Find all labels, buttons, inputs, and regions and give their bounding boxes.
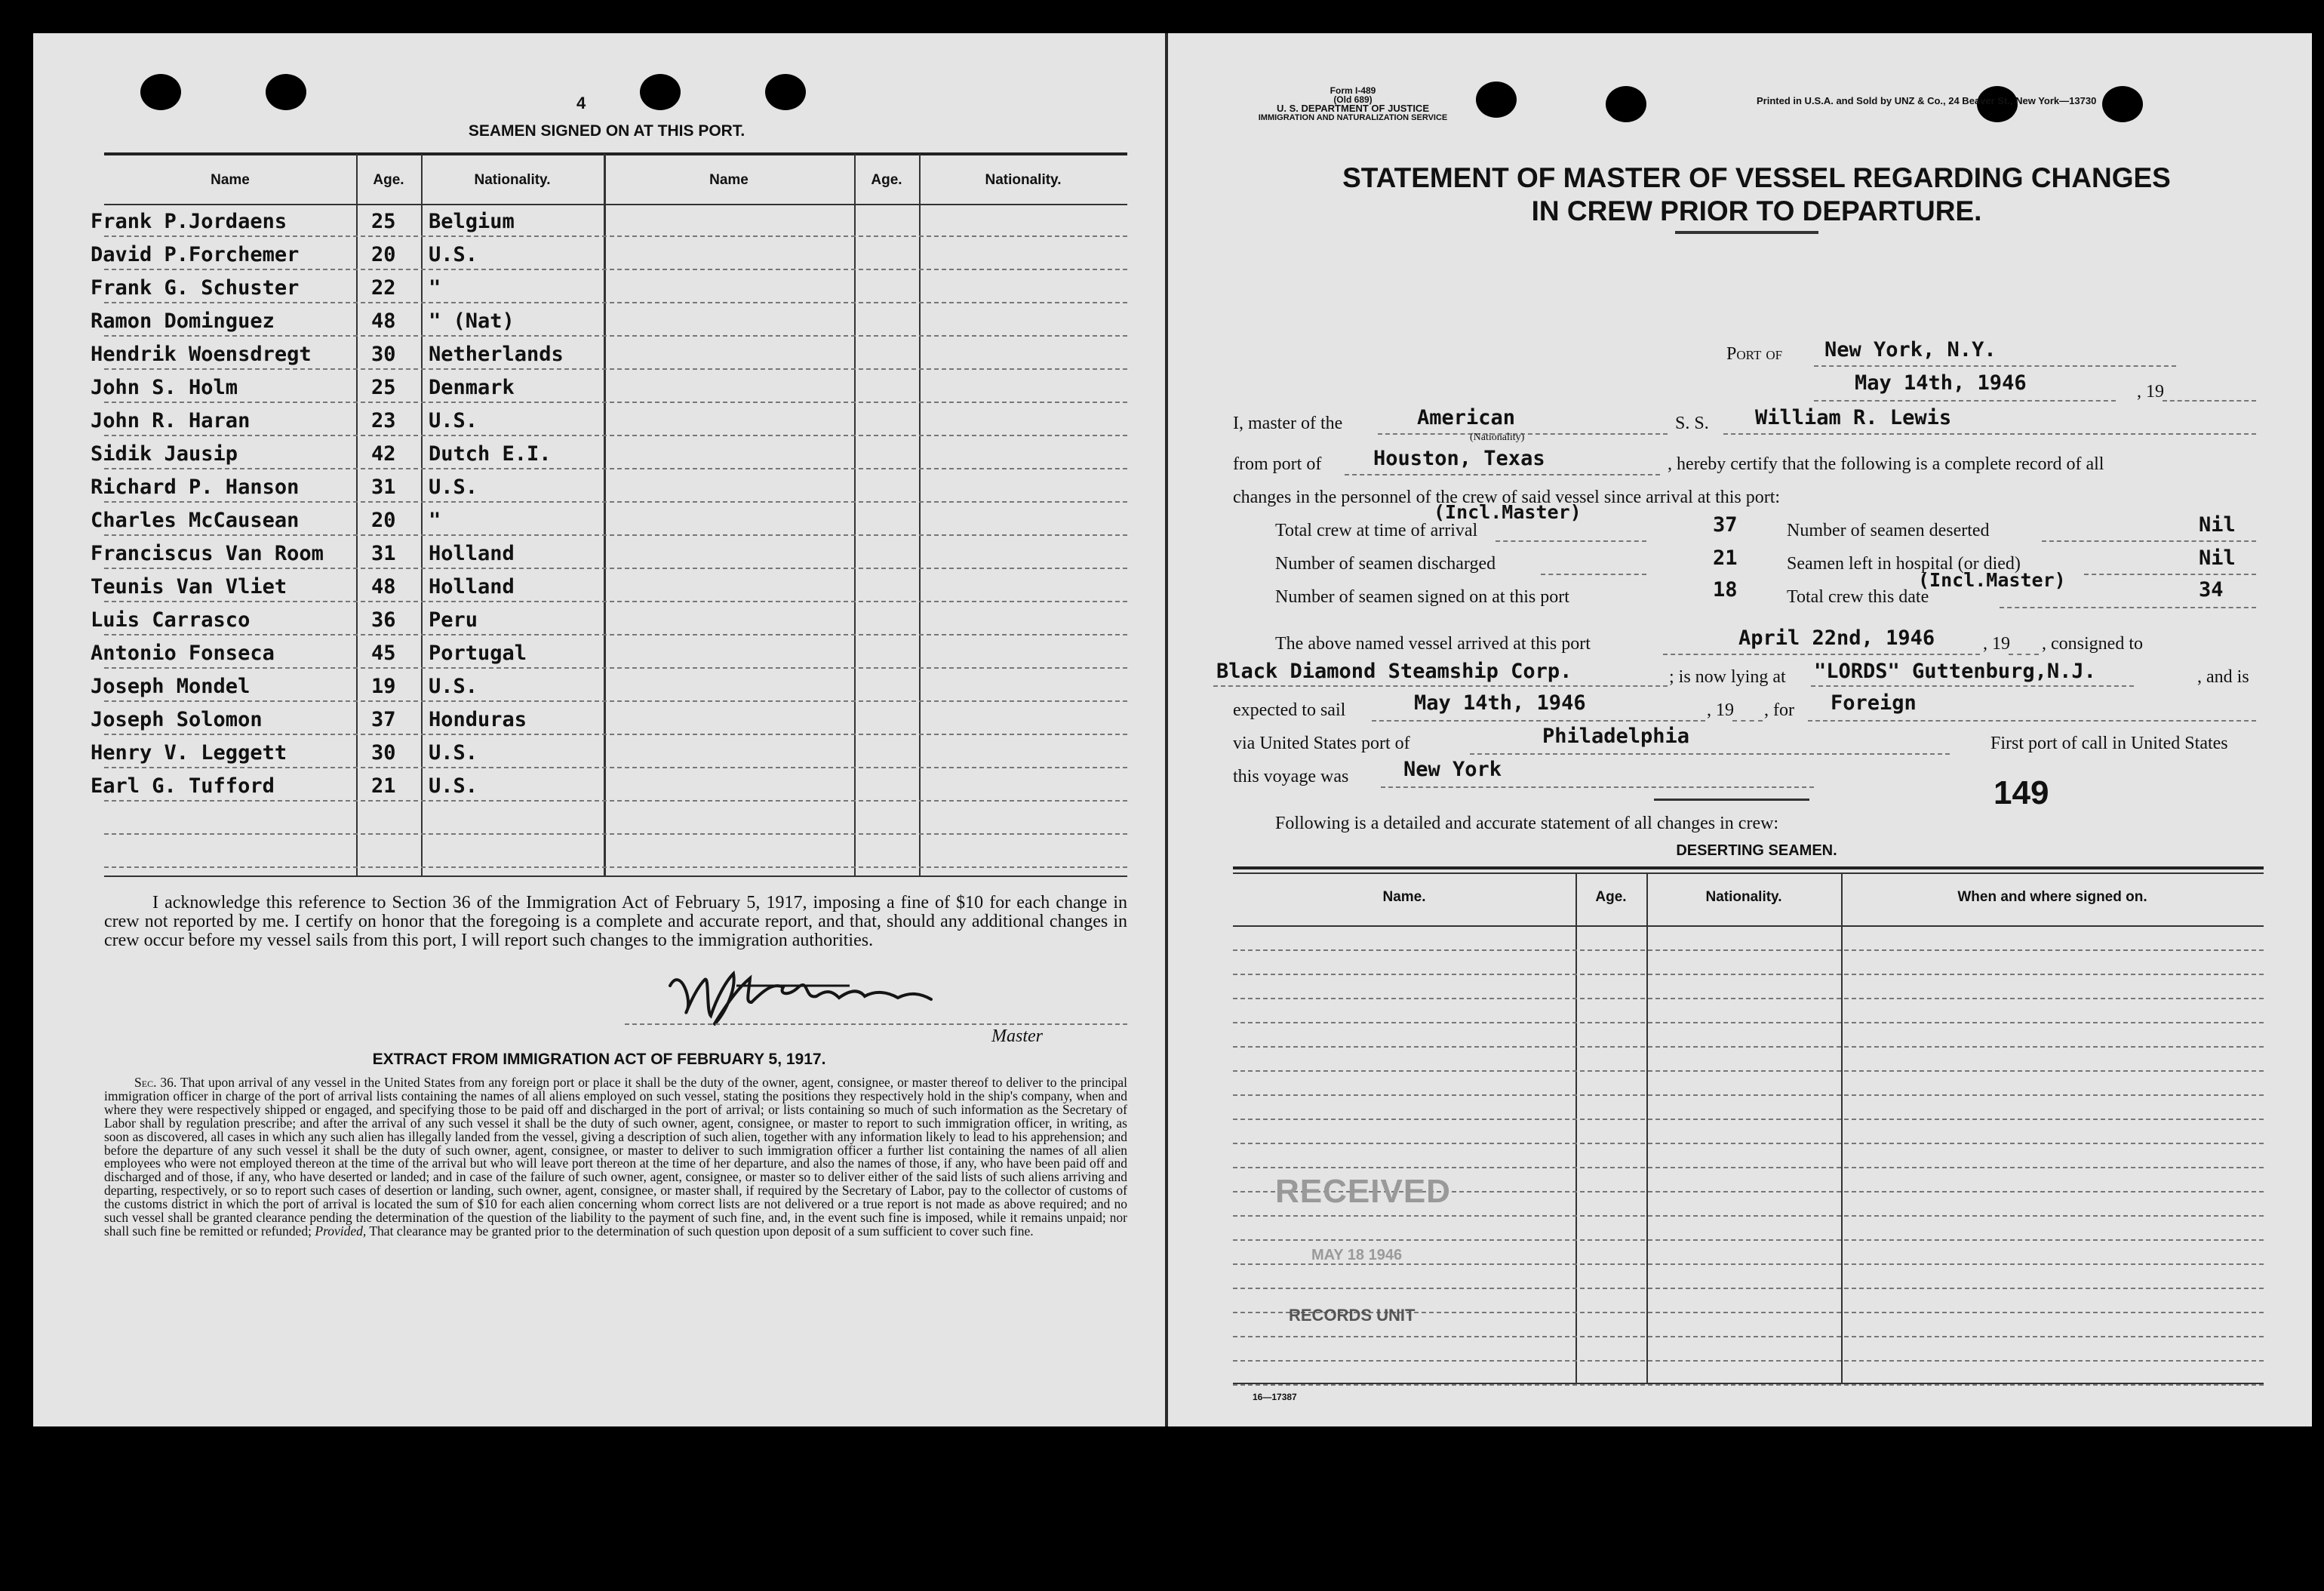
seaman-nationality: Belgium — [429, 210, 515, 233]
changes-text: changes in the personnel of the crew of said vessel since arrival at this port: — [1233, 488, 1781, 507]
left-page — [33, 33, 1165, 1426]
col-desert-age: Age. — [1595, 889, 1627, 905]
deserted-value: Nil — [2199, 513, 2236, 537]
seaman-name: Earl G. Tufford — [91, 774, 275, 798]
seaman-nationality: Portugal — [429, 642, 527, 665]
seaman-nationality: Honduras — [429, 708, 527, 731]
row-rule — [104, 734, 1127, 735]
received-stamp: RECEIVED — [1275, 1173, 1451, 1210]
total-date-label: Total crew this date — [1787, 587, 1929, 607]
first-port-label: First port of call in United States — [1990, 734, 2228, 753]
total-date-value: 34 — [2199, 578, 2224, 602]
seaman-nationality: " — [429, 276, 441, 300]
row-rule — [104, 235, 1127, 237]
seaman-age: 21 — [371, 774, 396, 798]
port-label: Port of — [1726, 344, 1783, 364]
seaman-name: Franciscus Van Room — [91, 542, 324, 565]
table-row — [1233, 1070, 2264, 1072]
from-port-value: Houston, Texas — [1373, 447, 1545, 470]
seaman-name: David P.Forchemer — [91, 243, 300, 266]
row-rule — [104, 767, 1127, 768]
row-rule — [104, 667, 1127, 669]
seaman-nationality: Holland — [429, 575, 515, 599]
row-rule — [104, 634, 1127, 635]
punch-hole — [1476, 82, 1517, 118]
hospital-value: Nil — [2199, 546, 2236, 570]
right-page — [1168, 33, 2312, 1426]
seaman-name: Frank G. Schuster — [91, 276, 300, 300]
table-row — [1233, 1119, 2264, 1120]
for-value: Foreign — [1831, 691, 1917, 715]
consigned-label: , consigned to — [2042, 634, 2143, 654]
voyage-label: this voyage was — [1233, 767, 1349, 786]
col-desert-nationality: Nationality. — [1705, 889, 1782, 905]
seaman-name: Joseph Solomon — [91, 708, 263, 731]
handwritten-number: 149 — [1994, 774, 2049, 811]
row-rule — [104, 435, 1127, 436]
table-row — [1233, 1288, 2264, 1289]
following-text: Following is a detailed and accurate statement of all changes in crew: — [1275, 814, 1779, 833]
row-rule — [104, 800, 1127, 802]
via-value: Philadelphia — [1542, 725, 1690, 748]
seaman-age: 31 — [371, 475, 396, 499]
arrived-year: , 19 — [1983, 634, 2010, 654]
seaman-nationality: U.S. — [429, 475, 478, 499]
seaman-nationality: Netherlands — [429, 343, 564, 366]
signed-on-value: 18 — [1713, 578, 1738, 602]
seaman-nationality: Denmark — [429, 376, 515, 399]
table-row — [1233, 1239, 2264, 1241]
seaman-age: 48 — [371, 575, 396, 599]
discharged-label: Number of seamen discharged — [1275, 554, 1496, 574]
extract-title: EXTRACT FROM IMMIGRATION ACT OF FEBRUARY 5, 1917. — [372, 1051, 826, 1068]
row-rule — [104, 534, 1127, 536]
col-name-2: Name — [709, 172, 749, 188]
certify-text: , hereby certify that the following is a complete record of all — [1668, 454, 2104, 474]
sail-date: May 14th, 1946 — [1414, 691, 1586, 715]
seaman-name: Ramon Dominguez — [91, 309, 275, 333]
col-nationality-2: Nationality. — [985, 172, 1062, 188]
punch-hole — [2102, 86, 2143, 122]
seaman-nationality: U.S. — [429, 675, 478, 698]
seaman-nationality: U.S. — [429, 741, 478, 765]
table-row — [1233, 949, 2264, 951]
row-rule — [104, 501, 1127, 503]
seaman-age: 48 — [371, 309, 396, 333]
total-arrival-value: 37 — [1713, 513, 1738, 537]
seaman-nationality: U.S. — [429, 243, 478, 266]
total-arrival-note: (Incl.Master) — [1434, 501, 1582, 523]
date-value: May 14th, 1946 — [1855, 371, 2027, 395]
row-rule — [104, 402, 1127, 403]
row-rule — [104, 601, 1127, 602]
seaman-name: Hendrik Woensdregt — [91, 343, 312, 366]
lying-label: ; is now lying at — [1669, 667, 1786, 687]
and-is-label: , and is — [2197, 667, 2249, 687]
row-rule — [104, 468, 1127, 469]
seaman-age: 37 — [371, 708, 396, 731]
seaman-age: 23 — [371, 409, 396, 432]
nationality-hint: (Nationality) — [1470, 432, 1525, 443]
col-age-2: Age. — [871, 172, 902, 188]
seaman-name: Sidik Jausip — [91, 442, 238, 466]
table-row — [1233, 1384, 2264, 1386]
nationality-value: American — [1417, 406, 1516, 429]
table-row — [1233, 1167, 2264, 1168]
seaman-age: 20 — [371, 243, 396, 266]
seaman-nationality: U.S. — [429, 774, 478, 798]
seaman-nationality: Peru — [429, 608, 478, 632]
section-title: SEAMEN SIGNED ON AT THIS PORT. — [468, 122, 745, 140]
seaman-name: Joseph Mondel — [91, 675, 251, 698]
row-rule — [104, 568, 1127, 569]
from-port-label: from port of — [1233, 454, 1322, 474]
seaman-age: 22 — [371, 276, 396, 300]
punch-hole — [266, 74, 306, 110]
seaman-age: 25 — [371, 210, 396, 233]
vessel-name: William R. Lewis — [1755, 406, 1952, 429]
table-row — [1233, 974, 2264, 975]
seaman-age: 25 — [371, 376, 396, 399]
footer-code: 16—17387 — [1253, 1392, 1297, 1402]
row-rule — [104, 335, 1127, 337]
row-rule — [104, 866, 1127, 868]
seaman-age: 30 — [371, 343, 396, 366]
seaman-age: 31 — [371, 542, 396, 565]
voyage-value: New York — [1403, 758, 1502, 781]
deserting-title: DESERTING SEAMEN. — [1676, 842, 1837, 859]
col-desert-signed-on: When and where signed on. — [1957, 889, 2147, 905]
master-signature — [661, 956, 978, 1031]
row-rule — [104, 302, 1127, 303]
seaman-age: 20 — [371, 509, 396, 532]
stamp-date: MAY 18 1946 — [1311, 1247, 1403, 1263]
table-row — [1233, 998, 2264, 999]
seaman-age: 36 — [371, 608, 396, 632]
master-label: Master — [991, 1026, 1043, 1046]
table-row — [1233, 1046, 2264, 1048]
via-label: via United States port of — [1233, 734, 1410, 753]
expected-label: expected to sail — [1233, 700, 1346, 720]
form-title: STATEMENT OF MASTER OF VESSEL REGARDING CHANGES IN CREW PRIOR TO DEPARTURE. — [1342, 162, 2171, 226]
seaman-age: 19 — [371, 675, 396, 698]
col-nationality: Nationality. — [474, 172, 551, 188]
seaman-name: Richard P. Hanson — [91, 475, 300, 499]
extract-text: Sec. 36. That upon arrival of any vessel in the United States from any foreign port or place it shall be the duty of the owner, agent, consignee, or master thereof to deliver to the principal immigration officer in charge of the port of arrival lists containing the names of all aliens employed on such vessel, stating the positions they respectively hold in the ship's company, when and where they were respectively shipped or engaged, and specifying those to be paid off and discharged in the port of arrival; or lists containing so much of such information as the Secretary of Labor shall by regulation prescribe; and after the arrival of any such vessel it shall be the duty of such owner, agent, consignee, or master to report to such immigration officer, in writing, as soon as discovered, all cases in which any such alien has illegally landed from the vessel, giving a description of such alien, together with any information likely to lead to his apprehension; and before the departure of any such vessel it shall be the duty of such owner, agent, consignee, or master to deliver to such immigration officer a further list containing the names of all alien employees who were not employed thereon at the time of the arrival but who will leave port thereon at the time of her departure, and also the names of those, if any, who have been paid off and discharged and of those, if any, who have deserted or landed; and in case of the failure of such owner, agent, consignee, or master so to deliver either of the said lists of such aliens arriving and departing, respectively, or so to report such cases of desertion or landing, such owner, agent, consignee, or master shall, if required by the Secretary of Labor, pay to the collector of customs of the customs district in which the port of arrival is located the sum of $10 for each alien concerning whom correct lists are not delivered or a true report is not made as above required; and no such vessel shall be granted clearance pending the determination of the question of the liability to the payment of such fine, and, in the event such fine is imposed, while it remains unpaid; nor shall such fine be remitted or refunded; Provided, That clearance may be granted prior to the determination of such question upon deposit of a sum sufficient to cover such fine. — [104, 1075, 1127, 1239]
table-row — [1233, 1094, 2264, 1096]
col-name: Name — [211, 172, 250, 188]
form-header: Form I-489 (Old 689) U. S. DEPARTMENT OF JUSTICE IMMIGRATION AND NATURALIZATION SERVICE — [1258, 85, 1448, 122]
col-age: Age. — [373, 172, 404, 188]
table-row — [1233, 1143, 2264, 1144]
discharged-value: 21 — [1713, 546, 1738, 570]
seaman-name: Charles McCausean — [91, 509, 300, 532]
table-row — [1233, 1360, 2264, 1362]
seaman-age: 45 — [371, 642, 396, 665]
deserted-label: Number of seamen deserted — [1787, 521, 1990, 540]
master-of-the-label: I, master of the — [1233, 414, 1343, 433]
port-value: New York, N.Y. — [1824, 338, 1997, 362]
seaman-nationality: Holland — [429, 542, 515, 565]
table-row — [1233, 1215, 2264, 1217]
arrived-label: The above named vessel arrived at this port — [1275, 634, 1591, 654]
row-rule — [104, 833, 1127, 835]
punch-hole — [1606, 86, 1646, 122]
page-number: 4 — [576, 94, 586, 112]
arrived-value: April 22nd, 1946 — [1738, 626, 1935, 650]
punch-hole — [765, 74, 806, 110]
printer-note: Printed in U.S.A. and Sold by UNZ & Co., 24 Beaver St., New York—13730 — [1757, 95, 2097, 106]
seaman-nationality: " — [429, 509, 441, 532]
row-rule — [104, 269, 1127, 270]
table-row — [1233, 1022, 2264, 1023]
ss-label: S. S. — [1675, 414, 1709, 433]
total-date-note: (Incl.Master) — [1918, 569, 2066, 591]
col-desert-name: Name. — [1382, 889, 1426, 905]
seaman-nationality: Dutch E.I. — [429, 442, 552, 466]
acknowledgement-text: I acknowledge this reference to Section 36 of the Immigration Act of February 5, 1917, imposing a fine of $10 for each change in crew not reported by me. I certify on honor that the foregoing is a complete and accurate report, and that, should any additional changes in crew occur before my vessel sails from this port, I will report such changes to the immigration authorities. — [104, 893, 1127, 950]
seaman-name: Antonio Fonseca — [91, 642, 275, 665]
seaman-name: John S. Holm — [91, 376, 238, 399]
signed-on-label: Number of seamen signed on at this port — [1275, 587, 1569, 607]
sail-year: , 19 — [1707, 700, 1734, 720]
row-rule — [104, 700, 1127, 702]
seaman-nationality: U.S. — [429, 409, 478, 432]
punch-hole — [140, 74, 181, 110]
for-label: , for — [1764, 700, 1794, 720]
seaman-age: 42 — [371, 442, 396, 466]
seaman-name: John R. Haran — [91, 409, 251, 432]
consignee-value: Black Diamond Steamship Corp. — [1216, 660, 1572, 683]
seaman-name: Henry V. Leggett — [91, 741, 287, 765]
seaman-name: Teunis Van Vliet — [91, 575, 287, 599]
seaman-name: Luis Carrasco — [91, 608, 251, 632]
table-row — [1233, 1336, 2264, 1337]
hospital-label: Seamen left in hospital (or died) — [1787, 554, 2021, 574]
stamp-unit: RECORDS UNIT — [1289, 1306, 1416, 1325]
year-prefix: , 19 — [2137, 382, 2164, 402]
seaman-name: Frank P.Jordaens — [91, 210, 287, 233]
seaman-nationality: " (Nat) — [429, 309, 515, 333]
punch-hole — [640, 74, 681, 110]
row-rule — [104, 368, 1127, 370]
lying-value: "LORDS" Guttenburg,N.J. — [1814, 660, 2096, 683]
seaman-age: 30 — [371, 741, 396, 765]
total-arrival-label: Total crew at time of arrival — [1275, 521, 1478, 540]
